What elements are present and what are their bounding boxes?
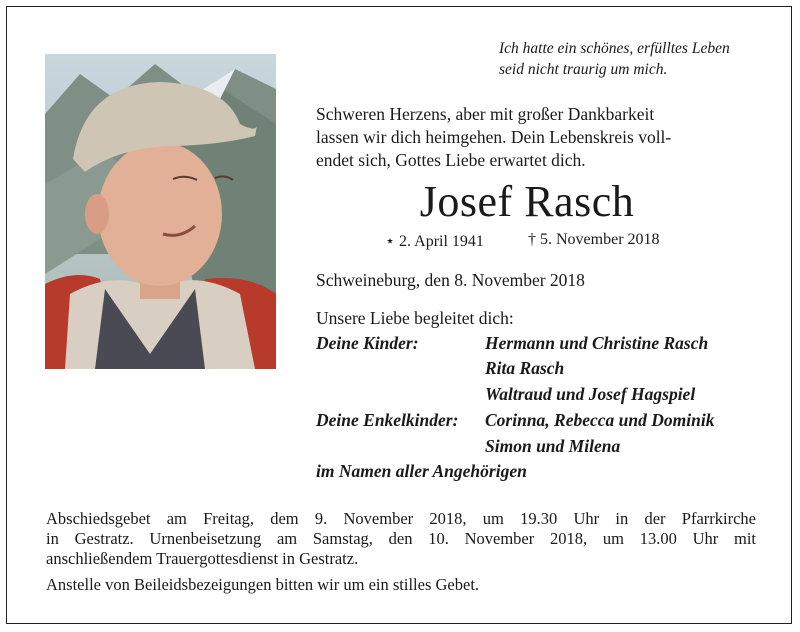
grandchildren-label: Deine Enkelkinder: xyxy=(316,410,459,430)
motto-line: Ich hatte ein schönes, erfülltes Leben xyxy=(499,40,730,57)
footer-line: Abschiedsgebet am Freitag, dem 9. November 2018, um 19.30 Uhr in der Pfarrkirche xyxy=(46,509,756,528)
place-date: Schweineburg, den 8. November 2018 xyxy=(316,270,585,290)
footer-note: Anstelle von Beileidsbezeigungen bitten wir um ein stilles Gebet. xyxy=(46,575,480,594)
deceased-name: Josef Rasch xyxy=(419,177,635,226)
footer-line: in Gestratz. Urnenbeisetzung am Samstag, den 10. November 2018, um 13.00 Uhr mit xyxy=(46,529,756,548)
footer-line: anschließendem Trauergottesdienst in Gestratz. xyxy=(46,549,359,568)
mourners-closing: im Namen aller Angehörigen xyxy=(316,461,527,481)
children-label: Deine Kinder: xyxy=(316,333,419,353)
grandchild-name: Corinna, Rebecca und Dominik xyxy=(485,410,715,430)
intro-line: lassen wir dich heimgehen. Dein Lebenskreis voll- xyxy=(316,127,672,147)
child-name: Hermann und Christine Rasch xyxy=(485,333,709,353)
child-name: Waltraud und Josef Hagspiel xyxy=(485,384,696,404)
birth-date: ⋆ 2. April 1941 xyxy=(385,233,484,250)
service-details xyxy=(46,509,756,595)
child-name: Rita Rasch xyxy=(485,358,565,378)
grandchild-name: Simon und Milena xyxy=(485,436,621,456)
love-line: Unsere Liebe begleitet dich: xyxy=(316,308,514,328)
death-date: † 5. November 2018 xyxy=(528,231,660,248)
intro-text xyxy=(316,103,756,172)
portrait-photo xyxy=(45,54,276,369)
motto-quote xyxy=(499,38,759,80)
intro-line: Schweren Herzens, aber mit großer Dankbarkeit xyxy=(316,104,655,124)
intro-line: endet sich, Gottes Liebe erwartet dich. xyxy=(316,150,586,170)
motto-line: seid nicht traurig um mich. xyxy=(499,61,668,78)
